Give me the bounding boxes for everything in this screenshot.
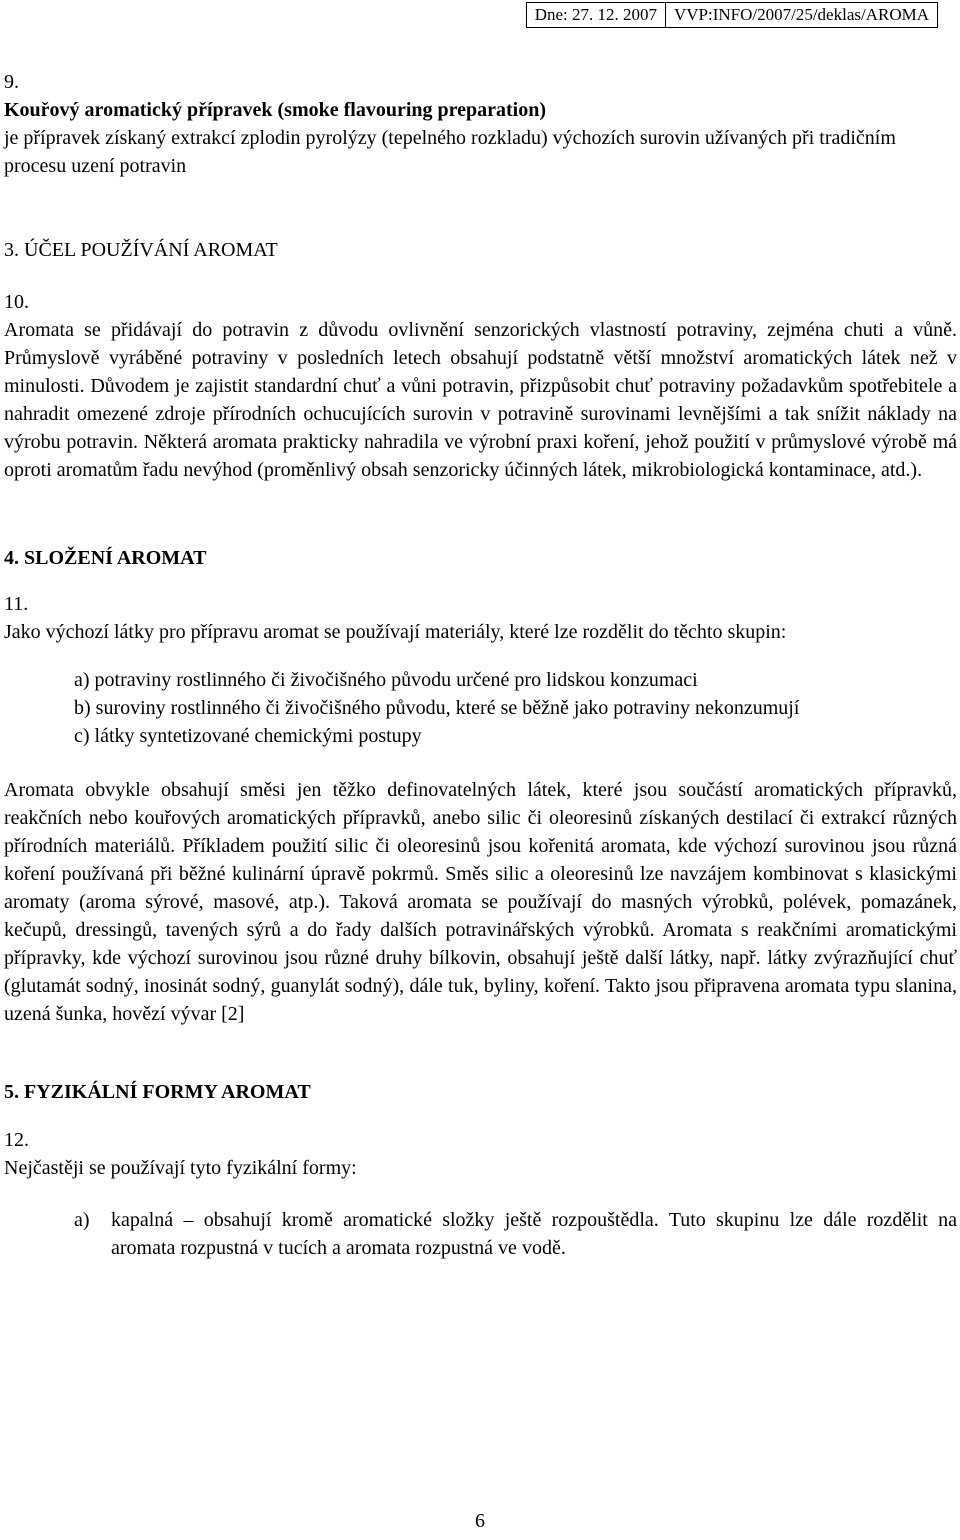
section-10-number: 10. xyxy=(4,291,29,313)
section-12-number: 12. xyxy=(4,1129,29,1151)
section-11-paragraph: Aromata obvykle obsahují směsi jen těžko definovatelných látek, které jsou součástí aromatických přípravků, reakčních nebo kouřových aromatických přípravků, anebo silic či oleoresinů získaných destilací či extrakcí různých přírodních materiálů. Příkladem použití silic či oleoresinů jsou kořenitá aromata, kde výchozí surovinou jsou různá koření používaná při běžné kulinární úpravě pokrmů. Směs silic a oleoresinů lze navzájem kombinovat s klasickými aromaty (aroma sýrové, masové, atp.). Taková aromata se používají do masných výrobků, polévek, pomazánek, kečupů, dressingů, tavených sýrů a do řady dalších potravinářských výrobků. Aromata s reakčními aromatickými přípravky, kde výchozí surovinou jsou různé druhy bílkovin, obsahují ještě další látky, např. látky zvýrazňující chuť (glutamát sodný, inosinát sodný, guanylát sodný), dále tuk, byliny, koření. Takto jsou připravena aromata typu slanina, uzená šunka, hovězí vývar [2] xyxy=(4,779,957,1025)
section-9-number: 9. xyxy=(4,71,19,93)
section-10-text: Aromata se přidávají do potravin z důvodu ovlivnění senzorických vlastností potraviny, zejména chuti a vůně. Průmyslově vyráběné potraviny v posledních letech obsahují podstatně větší množství aromatických látek než v minulosti. Důvodem je zajistit standardní chuť a vůni potravin, přizpůsobit chuť potraviny požadavkům spotřebitele a nahradit omezené zdroje přírodních ochucujících surovin v potravině surovinami levnějšími a tak snížit náklady na výrobu potravin. Některá aromata prakticky nahradila ve výrobní praxi koření, jehož použití v průmyslové výrobě má oproti aromatům řadu nevýhod (proměnlivý obsah senzoricky účinných látek, mikrobiologická kontaminace, atd.). xyxy=(4,319,957,481)
section-9-term: Kouřový aromatický přípravek (smoke flavouring preparation) xyxy=(4,99,547,121)
page-header xyxy=(526,2,938,28)
list-item: a) potraviny rostlinného či živočišného původu určené pro lidskou konzumaci xyxy=(74,669,698,691)
page-number: 6 xyxy=(475,1510,485,1532)
section-12-intro: Nejčastěji se používají tyto fyzikální formy: xyxy=(4,1157,357,1179)
heading-purpose: 3. ÚČEL POUŽÍVÁNÍ AROMAT xyxy=(4,239,278,261)
list-item: c) látky syntetizované chemickými postupy xyxy=(74,725,422,747)
source-groups-list xyxy=(74,666,957,750)
heading-physical-forms: 5. FYZIKÁLNÍ FORMY AROMAT xyxy=(4,1081,311,1103)
list-item-label: a) xyxy=(74,1209,90,1231)
section-9-definition: je přípravek získaný extrakcí zplodin pyrolýzy (tepelného rozkladu) výchozích surovin užívaných při tradičním procesu uzení potravin xyxy=(4,127,896,177)
header-reference: VVP:INFO/2007/25/deklas/AROMA xyxy=(665,3,937,27)
list-item: b) suroviny rostlinného či živočišného původu, které se běžně jako potraviny nekonzumují xyxy=(74,697,800,719)
list-item-text: kapalná – obsahují kromě aromatické složky ještě rozpouštědla. Tuto skupinu lze dále rozdělit na aromata rozpustná v tucích a aromata rozpustná ve vodě. xyxy=(111,1209,957,1259)
heading-composition: 4. SLOŽENÍ AROMAT xyxy=(4,547,207,569)
section-11-intro: Jako výchozí látky pro přípravu aromat se používají materiály, které lze rozdělit do těchto skupin: xyxy=(4,621,787,643)
physical-forms-list xyxy=(74,1206,957,1262)
section-11-number: 11. xyxy=(4,593,29,615)
header-date: Dne: 27. 12. 2007 xyxy=(534,5,657,24)
document-body xyxy=(4,68,957,1262)
